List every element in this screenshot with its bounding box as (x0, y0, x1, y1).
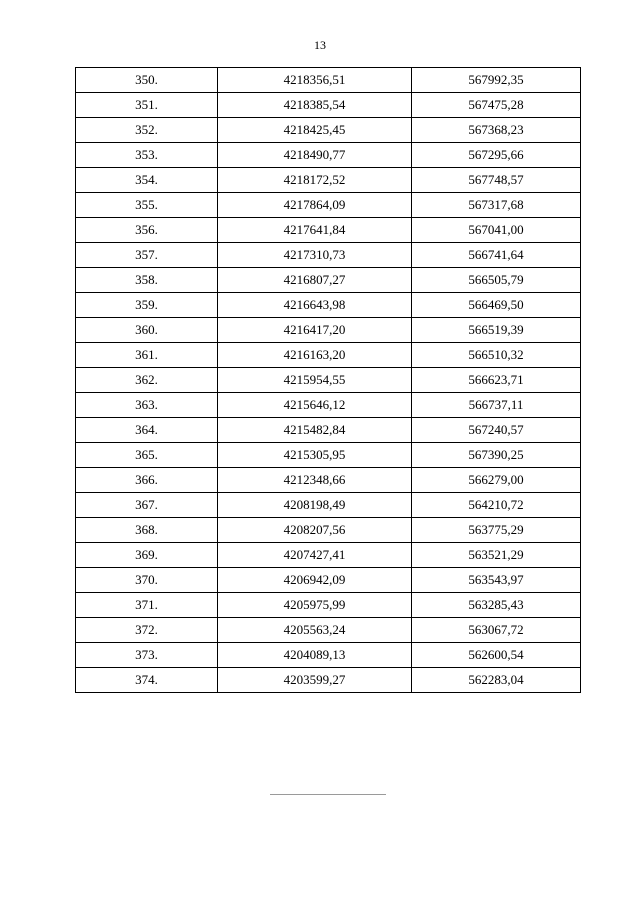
point-number-cell: 350. (76, 68, 218, 93)
coordinates-table-body (76, 68, 581, 693)
y-coordinate-cell: 563775,29 (412, 518, 581, 543)
point-number-cell: 371. (76, 593, 218, 618)
point-number-cell: 351. (76, 93, 218, 118)
table-row (76, 293, 581, 318)
y-coordinate-cell: 563521,29 (412, 543, 581, 568)
point-number-cell: 369. (76, 543, 218, 568)
y-coordinate-cell: 567368,23 (412, 118, 581, 143)
point-number-cell: 353. (76, 143, 218, 168)
table-row (76, 568, 581, 593)
point-number-cell: 360. (76, 318, 218, 343)
x-coordinate-cell: 4212348,66 (218, 468, 412, 493)
point-number-cell: 374. (76, 668, 218, 693)
y-coordinate-cell: 566741,64 (412, 243, 581, 268)
table-row (76, 393, 581, 418)
x-coordinate-cell: 4218356,51 (218, 68, 412, 93)
table-row (76, 318, 581, 343)
y-coordinate-cell: 567475,28 (412, 93, 581, 118)
y-coordinate-cell: 563067,72 (412, 618, 581, 643)
x-coordinate-cell: 4215305,95 (218, 443, 412, 468)
point-number-cell: 367. (76, 493, 218, 518)
table-row (76, 168, 581, 193)
x-coordinate-cell: 4216163,20 (218, 343, 412, 368)
y-coordinate-cell: 567041,00 (412, 218, 581, 243)
table-row (76, 493, 581, 518)
point-number-cell: 373. (76, 643, 218, 668)
point-number-cell: 355. (76, 193, 218, 218)
table-row (76, 93, 581, 118)
y-coordinate-cell: 567748,57 (412, 168, 581, 193)
table-row (76, 468, 581, 493)
table-row (76, 193, 581, 218)
x-coordinate-cell: 4217310,73 (218, 243, 412, 268)
table-row (76, 143, 581, 168)
table-row (76, 368, 581, 393)
x-coordinate-cell: 4215646,12 (218, 393, 412, 418)
y-coordinate-cell: 567317,68 (412, 193, 581, 218)
y-coordinate-cell: 567390,25 (412, 443, 581, 468)
y-coordinate-cell: 566510,32 (412, 343, 581, 368)
x-coordinate-cell: 4208207,56 (218, 518, 412, 543)
x-coordinate-cell: 4215954,55 (218, 368, 412, 393)
table-row (76, 68, 581, 93)
x-coordinate-cell: 4207427,41 (218, 543, 412, 568)
x-coordinate-cell: 4208198,49 (218, 493, 412, 518)
table-row (76, 443, 581, 468)
x-coordinate-cell: 4203599,27 (218, 668, 412, 693)
y-coordinate-cell: 562600,54 (412, 643, 581, 668)
table-row (76, 243, 581, 268)
point-number-cell: 356. (76, 218, 218, 243)
point-number-cell: 352. (76, 118, 218, 143)
table-row (76, 418, 581, 443)
x-coordinate-cell: 4218425,45 (218, 118, 412, 143)
x-coordinate-cell: 4218385,54 (218, 93, 412, 118)
table-row (76, 668, 581, 693)
x-coordinate-cell: 4217864,09 (218, 193, 412, 218)
x-coordinate-cell: 4216643,98 (218, 293, 412, 318)
y-coordinate-cell: 562283,04 (412, 668, 581, 693)
x-coordinate-cell: 4205563,24 (218, 618, 412, 643)
y-coordinate-cell: 567992,35 (412, 68, 581, 93)
table-row (76, 518, 581, 543)
point-number-cell: 357. (76, 243, 218, 268)
point-number-cell: 372. (76, 618, 218, 643)
footnote-separator (270, 794, 386, 795)
x-coordinate-cell: 4205975,99 (218, 593, 412, 618)
point-number-cell: 354. (76, 168, 218, 193)
table-row (76, 543, 581, 568)
x-coordinate-cell: 4206942,09 (218, 568, 412, 593)
point-number-cell: 358. (76, 268, 218, 293)
point-number-cell: 365. (76, 443, 218, 468)
table-row (76, 118, 581, 143)
y-coordinate-cell: 567295,66 (412, 143, 581, 168)
x-coordinate-cell: 4217641,84 (218, 218, 412, 243)
point-number-cell: 359. (76, 293, 218, 318)
point-number-cell: 368. (76, 518, 218, 543)
point-number-cell: 362. (76, 368, 218, 393)
table-row (76, 268, 581, 293)
y-coordinate-cell: 566737,11 (412, 393, 581, 418)
y-coordinate-cell: 566519,39 (412, 318, 581, 343)
y-coordinate-cell: 563285,43 (412, 593, 581, 618)
y-coordinate-cell: 566623,71 (412, 368, 581, 393)
y-coordinate-cell: 563543,97 (412, 568, 581, 593)
table-row (76, 643, 581, 668)
x-coordinate-cell: 4215482,84 (218, 418, 412, 443)
page-number: 13 (314, 38, 326, 52)
table-row (76, 618, 581, 643)
y-coordinate-cell: 566279,00 (412, 468, 581, 493)
point-number-cell: 361. (76, 343, 218, 368)
point-number-cell: 366. (76, 468, 218, 493)
table-row (76, 343, 581, 368)
x-coordinate-cell: 4216807,27 (218, 268, 412, 293)
coordinates-table (75, 67, 581, 693)
y-coordinate-cell: 564210,72 (412, 493, 581, 518)
y-coordinate-cell: 566469,50 (412, 293, 581, 318)
point-number-cell: 370. (76, 568, 218, 593)
table-row (76, 593, 581, 618)
x-coordinate-cell: 4216417,20 (218, 318, 412, 343)
point-number-cell: 363. (76, 393, 218, 418)
point-number-cell: 364. (76, 418, 218, 443)
x-coordinate-cell: 4218490,77 (218, 143, 412, 168)
y-coordinate-cell: 566505,79 (412, 268, 581, 293)
y-coordinate-cell: 567240,57 (412, 418, 581, 443)
x-coordinate-cell: 4204089,13 (218, 643, 412, 668)
x-coordinate-cell: 4218172,52 (218, 168, 412, 193)
table-row (76, 218, 581, 243)
